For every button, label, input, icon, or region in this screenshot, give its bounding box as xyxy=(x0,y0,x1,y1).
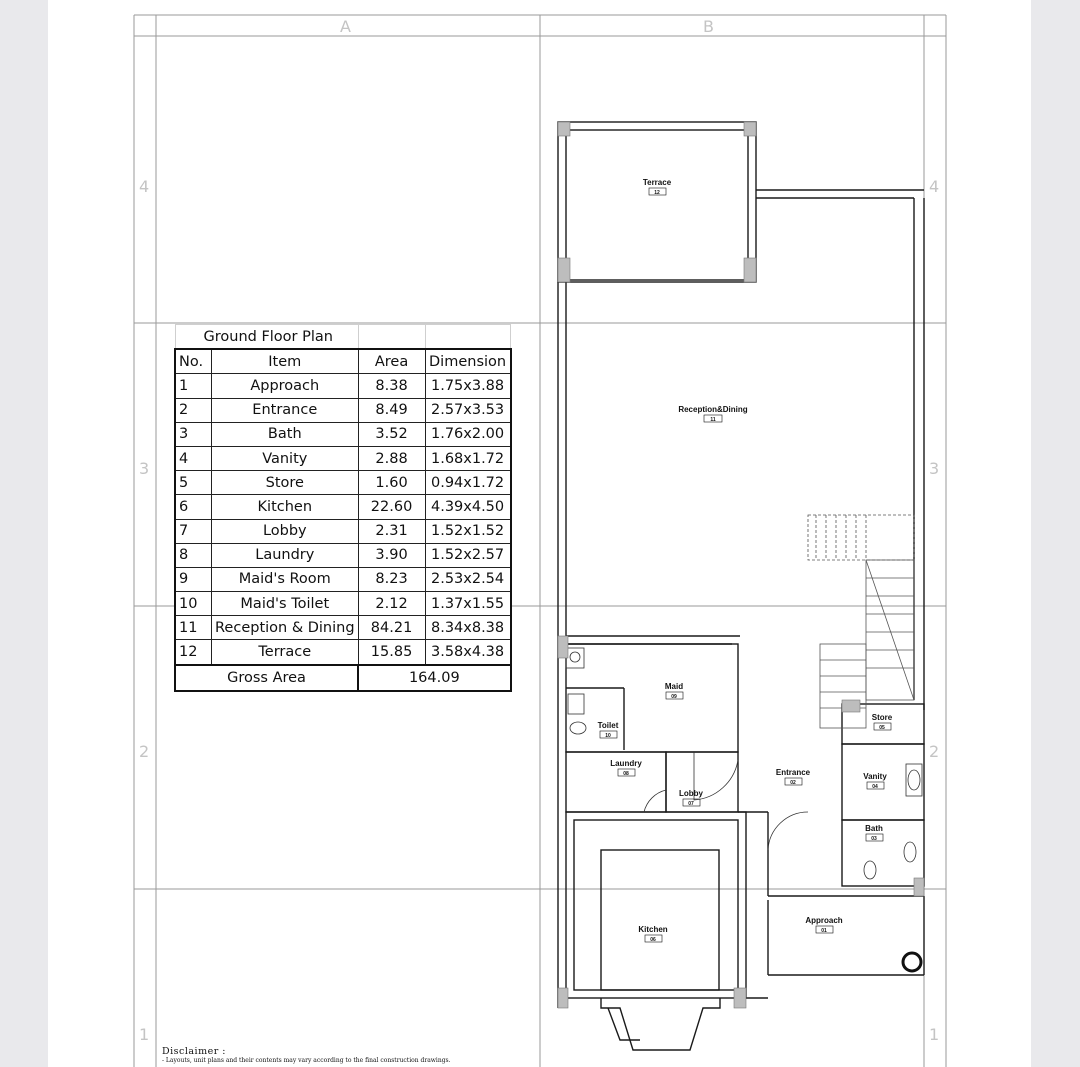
row-no: 8 xyxy=(175,543,212,567)
row-item: Bath xyxy=(212,422,359,446)
disclaimer xyxy=(162,1046,451,1064)
table-row xyxy=(175,422,511,446)
room-entrance-name: Entrance xyxy=(775,768,811,777)
row-no: 1 xyxy=(175,374,212,398)
row-item: Laundry xyxy=(212,543,359,567)
row-item: Maid's Toilet xyxy=(212,592,359,616)
row-no: 12 xyxy=(175,640,212,665)
table-header-row xyxy=(175,349,511,374)
sanitary-fixtures xyxy=(566,648,922,971)
disclaimer-title: Disclaimer : xyxy=(162,1046,226,1057)
row-item: Store xyxy=(212,471,359,495)
room-laundry-num: 08 xyxy=(623,771,629,777)
header-no: No. xyxy=(175,349,212,374)
row-item: Terrace xyxy=(212,640,359,665)
row-dimension: 1.76x2.00 xyxy=(425,422,511,446)
grid-row-3-right: 3 xyxy=(929,459,940,478)
row-no: 6 xyxy=(175,495,212,519)
grid-row-1-right: 1 xyxy=(929,1025,940,1044)
table-title-spacer xyxy=(425,325,511,350)
room-toilet-name: Toilet xyxy=(597,721,619,730)
row-item: Vanity xyxy=(212,446,359,470)
header-dimension: Dimension xyxy=(425,349,511,374)
table-title: Ground Floor Plan xyxy=(175,325,358,350)
row-no: 5 xyxy=(175,471,212,495)
row-no: 4 xyxy=(175,446,212,470)
row-dimension: 1.68x1.72 xyxy=(425,446,511,470)
gross-area-row xyxy=(175,665,511,691)
grid-row-2-right: 2 xyxy=(929,742,940,761)
row-dimension: 2.53x2.54 xyxy=(425,567,511,591)
grid-row-2-left: 2 xyxy=(139,742,150,761)
row-item: Lobby xyxy=(212,519,359,543)
row-no: 2 xyxy=(175,398,212,422)
table-row xyxy=(175,616,511,640)
row-item: Kitchen xyxy=(212,495,359,519)
grid-column-a: A xyxy=(340,17,351,36)
gross-area-value: 164.09 xyxy=(358,665,511,691)
row-area: 2.31 xyxy=(358,519,425,543)
row-no: 11 xyxy=(175,616,212,640)
room-terrace-num: 12 xyxy=(654,190,660,196)
table-title-row xyxy=(175,325,511,350)
structural-columns xyxy=(558,122,924,1008)
row-dimension: 3.58x4.38 xyxy=(425,640,511,665)
grid-row-4-left: 4 xyxy=(139,177,150,196)
header-item: Item xyxy=(212,349,359,374)
row-dimension: 0.94x1.72 xyxy=(425,471,511,495)
table-row xyxy=(175,543,511,567)
drawing-sheet xyxy=(48,0,1031,1067)
room-toilet-num: 10 xyxy=(605,733,611,739)
row-area: 2.88 xyxy=(358,446,425,470)
row-area: 3.90 xyxy=(358,543,425,567)
row-dimension: 1.52x2.57 xyxy=(425,543,511,567)
row-area: 22.60 xyxy=(358,495,425,519)
table-row xyxy=(175,592,511,616)
room-reception-name: Reception&Dining xyxy=(678,405,748,414)
room-terrace-name: Terrace xyxy=(642,178,672,187)
row-area: 15.85 xyxy=(358,640,425,665)
row-area: 8.49 xyxy=(358,398,425,422)
row-no: 9 xyxy=(175,567,212,591)
grid-row-4-right: 4 xyxy=(929,177,940,196)
row-dimension: 1.52x1.52 xyxy=(425,519,511,543)
row-dimension: 2.57x3.53 xyxy=(425,398,511,422)
room-maid-name: Maid xyxy=(664,682,684,691)
header-area: Area xyxy=(358,349,425,374)
room-maid-num: 09 xyxy=(671,694,677,700)
room-vanity-name: Vanity xyxy=(863,772,887,781)
row-area: 8.23 xyxy=(358,567,425,591)
row-no: 7 xyxy=(175,519,212,543)
table-title-spacer xyxy=(358,325,425,350)
row-no: 3 xyxy=(175,422,212,446)
plan-walls xyxy=(558,122,924,1050)
room-reception-num: 11 xyxy=(710,417,716,423)
table-row xyxy=(175,398,511,422)
room-labels xyxy=(598,178,893,943)
door-swings xyxy=(644,752,808,850)
row-dimension: 1.37x1.55 xyxy=(425,592,511,616)
gross-area-label: Gross Area xyxy=(175,665,358,691)
room-store-name: Store xyxy=(871,713,893,722)
table-row xyxy=(175,495,511,519)
room-kitchen-num: 06 xyxy=(650,937,656,943)
table-row xyxy=(175,471,511,495)
row-area: 3.52 xyxy=(358,422,425,446)
row-item: Maid's Room xyxy=(212,567,359,591)
disclaimer-text: - Layouts, unit plans and their contents may vary according to the final construction drawings. xyxy=(162,1057,451,1064)
area-schedule-table xyxy=(174,324,512,692)
row-area: 84.21 xyxy=(358,616,425,640)
room-approach-name: Approach xyxy=(805,916,843,925)
room-store-num: 05 xyxy=(879,725,885,731)
row-no: 10 xyxy=(175,592,212,616)
room-approach-num: 01 xyxy=(821,928,827,934)
row-dimension: 8.34x8.38 xyxy=(425,616,511,640)
table-row xyxy=(175,640,511,665)
row-area: 2.12 xyxy=(358,592,425,616)
room-entrance-num: 02 xyxy=(790,780,796,786)
room-lobby-num: 07 xyxy=(688,801,694,807)
staircase xyxy=(808,515,914,728)
table-row xyxy=(175,567,511,591)
room-kitchen-name: Kitchen xyxy=(638,925,668,934)
room-bath-name: Bath xyxy=(865,824,883,833)
row-area: 1.60 xyxy=(358,471,425,495)
row-dimension: 4.39x4.50 xyxy=(425,495,511,519)
row-item: Approach xyxy=(212,374,359,398)
grid-row-1-left: 1 xyxy=(139,1025,150,1044)
table-row xyxy=(175,374,511,398)
row-area: 8.38 xyxy=(358,374,425,398)
room-bath-num: 03 xyxy=(871,836,877,842)
room-laundry-name: Laundry xyxy=(610,759,642,768)
grid-column-b: B xyxy=(703,17,714,36)
table-row xyxy=(175,519,511,543)
row-item: Entrance xyxy=(212,398,359,422)
grid-row-3-left: 3 xyxy=(139,459,150,478)
table-row xyxy=(175,446,511,470)
room-lobby-name: Lobby xyxy=(679,789,703,798)
row-dimension: 1.75x3.88 xyxy=(425,374,511,398)
row-item: Reception & Dining xyxy=(212,616,359,640)
room-vanity-num: 04 xyxy=(872,784,878,790)
